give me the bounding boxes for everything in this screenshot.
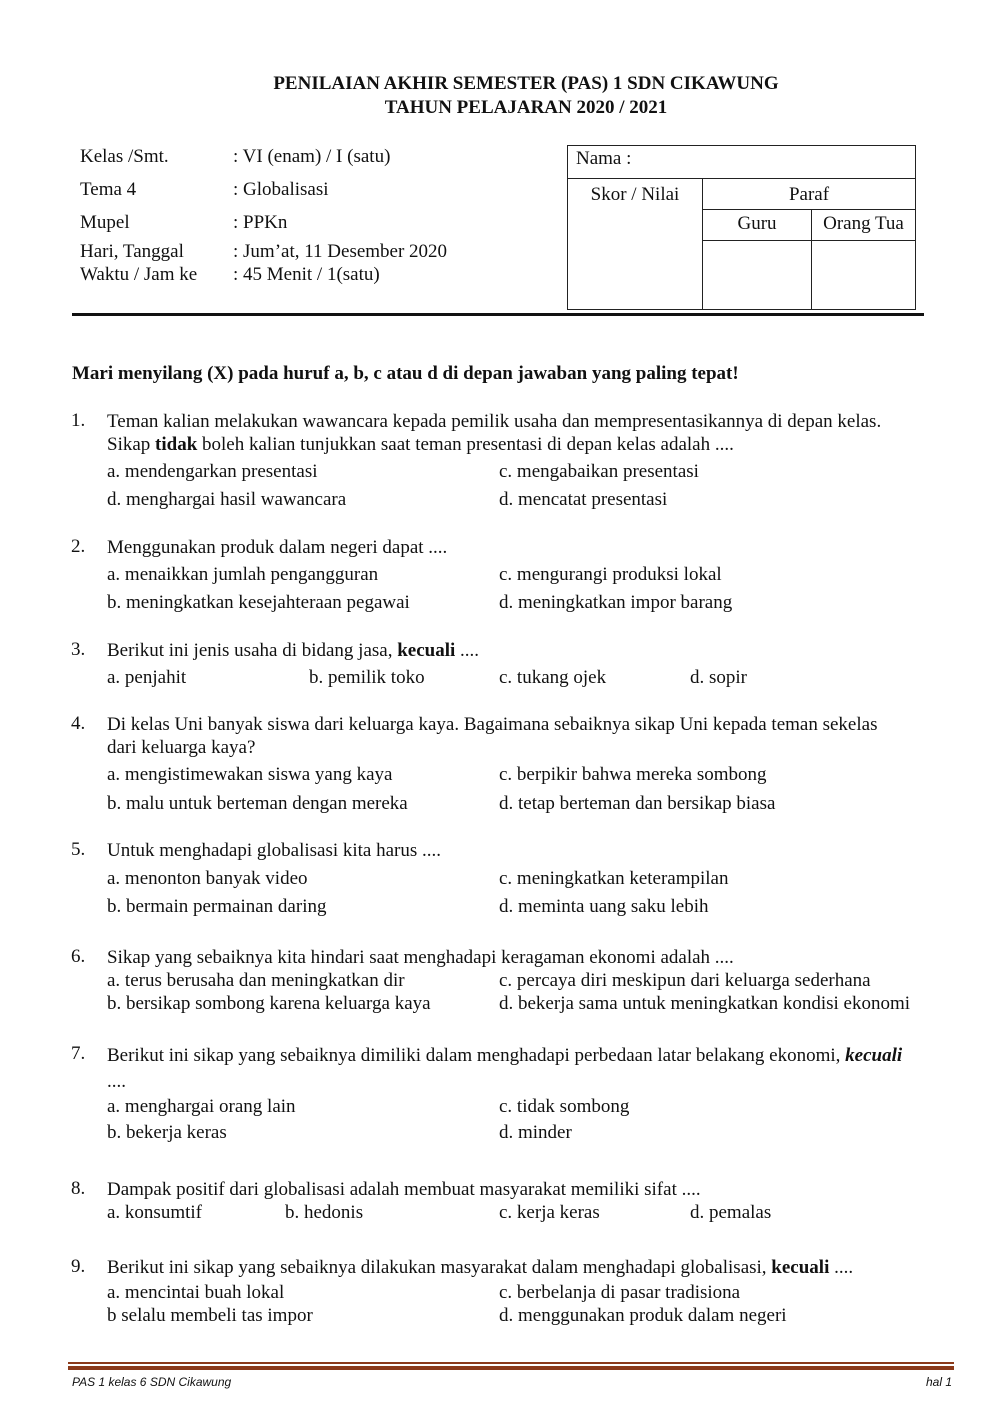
option[interactable]: b selalu membeli tas impor [107,1305,313,1326]
footer-divider [68,1362,954,1364]
info-label-tema: Tema 4 [80,179,137,200]
option[interactable]: c. berpikir bahwa mereka sombong [499,764,767,785]
question-text [107,1043,957,1095]
question-text-part: boleh kalian tunjukkan saat teman presentasi di depan kelas adalah .... [197,434,734,455]
page-number: hal 1 [925,1375,952,1389]
footer-left: PAS 1 kelas 6 SDN Cikawung [72,1375,232,1389]
option[interactable]: a. mencintai buah lokal [107,1282,285,1303]
info-label-mupel: Mupel [80,212,130,233]
question-text [107,1256,957,1279]
question-text: Dampak positif dari globalisasi adalah membuat masyarakat memiliki sifat .... [107,1179,701,1200]
question-line: dari keluarga kaya? [107,737,256,758]
ortu-signature-cell[interactable] [811,240,916,310]
question-text-part: Berikut ini sikap yang sebaiknya dilakukan masyarakat dalam menghadapi globalisasi, [107,1257,772,1278]
option[interactable]: b. malu untuk berteman dengan mereka [107,793,408,814]
question-number: 4. [71,713,86,734]
option[interactable]: a. menonton banyak video [107,868,308,889]
question-text [107,639,957,662]
option[interactable]: d. meminta uang saku lebih [499,896,709,917]
option[interactable]: a. penjahit [107,667,187,688]
question-text: Menggunakan produk dalam negeri dapat .... [107,537,448,558]
option[interactable]: a. menaikkan jumlah pengangguran [107,564,379,585]
question-text-part: Sikap [107,434,156,455]
header-divider [72,313,924,316]
option[interactable]: c. percaya diri meskipun dari keluarga sederhana [499,970,871,991]
question-line: .... [107,1071,126,1092]
ortu-header [811,209,916,241]
option[interactable]: b. pemilik toko [309,667,425,688]
skor-cell[interactable] [567,178,703,310]
question-text-part: Berikut ini sikap yang sebaiknya dimiliki dalam menghadapi perbedaan latar belakang ekonomi, [107,1045,846,1066]
keyword: kecuali [397,640,456,661]
question-text: Untuk menghadapi globalisasi kita harus .... [107,840,442,861]
question-number: 7. [71,1043,86,1064]
option[interactable]: d. menggunakan produk dalam negeri [499,1305,787,1326]
option[interactable]: d. bekerja sama untuk meningkatkan kondisi ekonomi [499,993,911,1014]
nama-label: Nama : [576,148,632,169]
option[interactable]: b. bekerja keras [107,1122,227,1143]
option[interactable]: c. mengurangi produksi lokal [499,564,722,585]
option[interactable]: b. hedonis [285,1202,364,1223]
option[interactable]: a. mengistimewakan siswa yang kaya [107,764,393,785]
question-number: 1. [71,410,86,431]
question-text-part: .... [829,1257,854,1278]
page-subtitle: TAHUN PELAJARAN 2020 / 2021 [384,97,668,118]
footer-divider-thick [68,1366,954,1370]
option[interactable]: b. bersikap sombong karena keluarga kaya [107,993,431,1014]
option[interactable]: d. mencatat presentasi [499,489,668,510]
question-line: Di kelas Uni banyak siswa dari keluarga kaya. Bagaimana sebaiknya sikap Uni kepada teman sekelas [107,714,878,735]
option[interactable]: d. meningkatkan impor barang [499,592,733,613]
question-number: 6. [71,946,86,967]
skor-label: Skor / Nilai [590,184,680,205]
question-line [107,433,957,456]
info-value-hari: : Jum’at, 11 Desember 2020 [233,241,448,262]
question-number: 2. [71,536,86,557]
info-value-mupel: : PPKn [233,212,288,233]
option[interactable]: a. konsumtif [107,1202,202,1223]
guru-signature-cell[interactable] [702,240,812,310]
option[interactable]: d. sopir [690,667,747,688]
option[interactable]: d. menghargai hasil wawancara [107,489,347,510]
option[interactable]: a. menghargai orang lain [107,1096,296,1117]
question-text-part: .... [455,640,480,661]
question-text [107,410,957,456]
guru-header [702,209,812,241]
option[interactable]: c. tidak sombong [499,1096,630,1117]
option[interactable]: b. bermain permainan daring [107,896,327,917]
option[interactable]: c. meningkatkan keterampilan [499,868,729,889]
question-line: Teman kalian melakukan wawancara kepada pemilik usaha dan mempresentasikannya di depan kelas. [107,411,882,432]
question-number: 8. [71,1178,86,1199]
info-value-waktu: : 45 Menit / 1(satu) [233,264,380,285]
option[interactable]: a. terus berusaha dan meningkatkan dir [107,970,405,991]
option[interactable]: d. pemalas [690,1202,772,1223]
option[interactable]: c. mengabaikan presentasi [499,461,699,482]
keyword: kecuali [771,1257,830,1278]
option[interactable]: d. minder [499,1122,572,1143]
option[interactable]: b. meningkatkan kesejahteraan pegawai [107,592,410,613]
guru-label: Guru [737,213,777,234]
question-text [107,713,957,759]
info-value-tema: : Globalisasi [233,179,329,200]
page-title: PENILAIAN AKHIR SEMESTER (PAS) 1 SDN CIKAWUNG [273,73,779,94]
paraf-label: Paraf [788,184,830,205]
option[interactable]: c. tukang ojek [499,667,607,688]
question-text-part: Berikut ini jenis usaha di bidang jasa, [107,640,398,661]
keyword: tidak [155,434,198,455]
info-label-waktu: Waktu / Jam ke [80,264,198,285]
option[interactable]: c. kerja keras [499,1202,600,1223]
ortu-label: Orang Tua [823,213,904,234]
question-text: Sikap yang sebaiknya kita hindari saat menghadapi keragaman ekonomi adalah .... [107,947,734,968]
question-number: 3. [71,639,86,660]
info-label-hari: Hari, Tanggal [80,241,184,262]
option[interactable]: d. tetap berteman dan bersikap biasa [499,793,776,814]
paraf-header [702,178,916,210]
question-number: 5. [71,839,86,860]
info-label-kelas: Kelas /Smt. [80,146,169,167]
info-value-kelas: : VI (enam) / I (satu) [233,146,391,167]
option[interactable]: c. berbelanja di pasar tradisiona [499,1282,741,1303]
question-line [107,1043,957,1069]
option[interactable]: a. mendengarkan presentasi [107,461,318,482]
instruction: Mari menyilang (X) pada huruf a, b, c atau d di depan jawaban yang paling tepat! [72,363,739,384]
question-number: 9. [71,1256,86,1277]
nama-cell[interactable] [567,145,916,179]
keyword: kecuali [845,1045,903,1066]
